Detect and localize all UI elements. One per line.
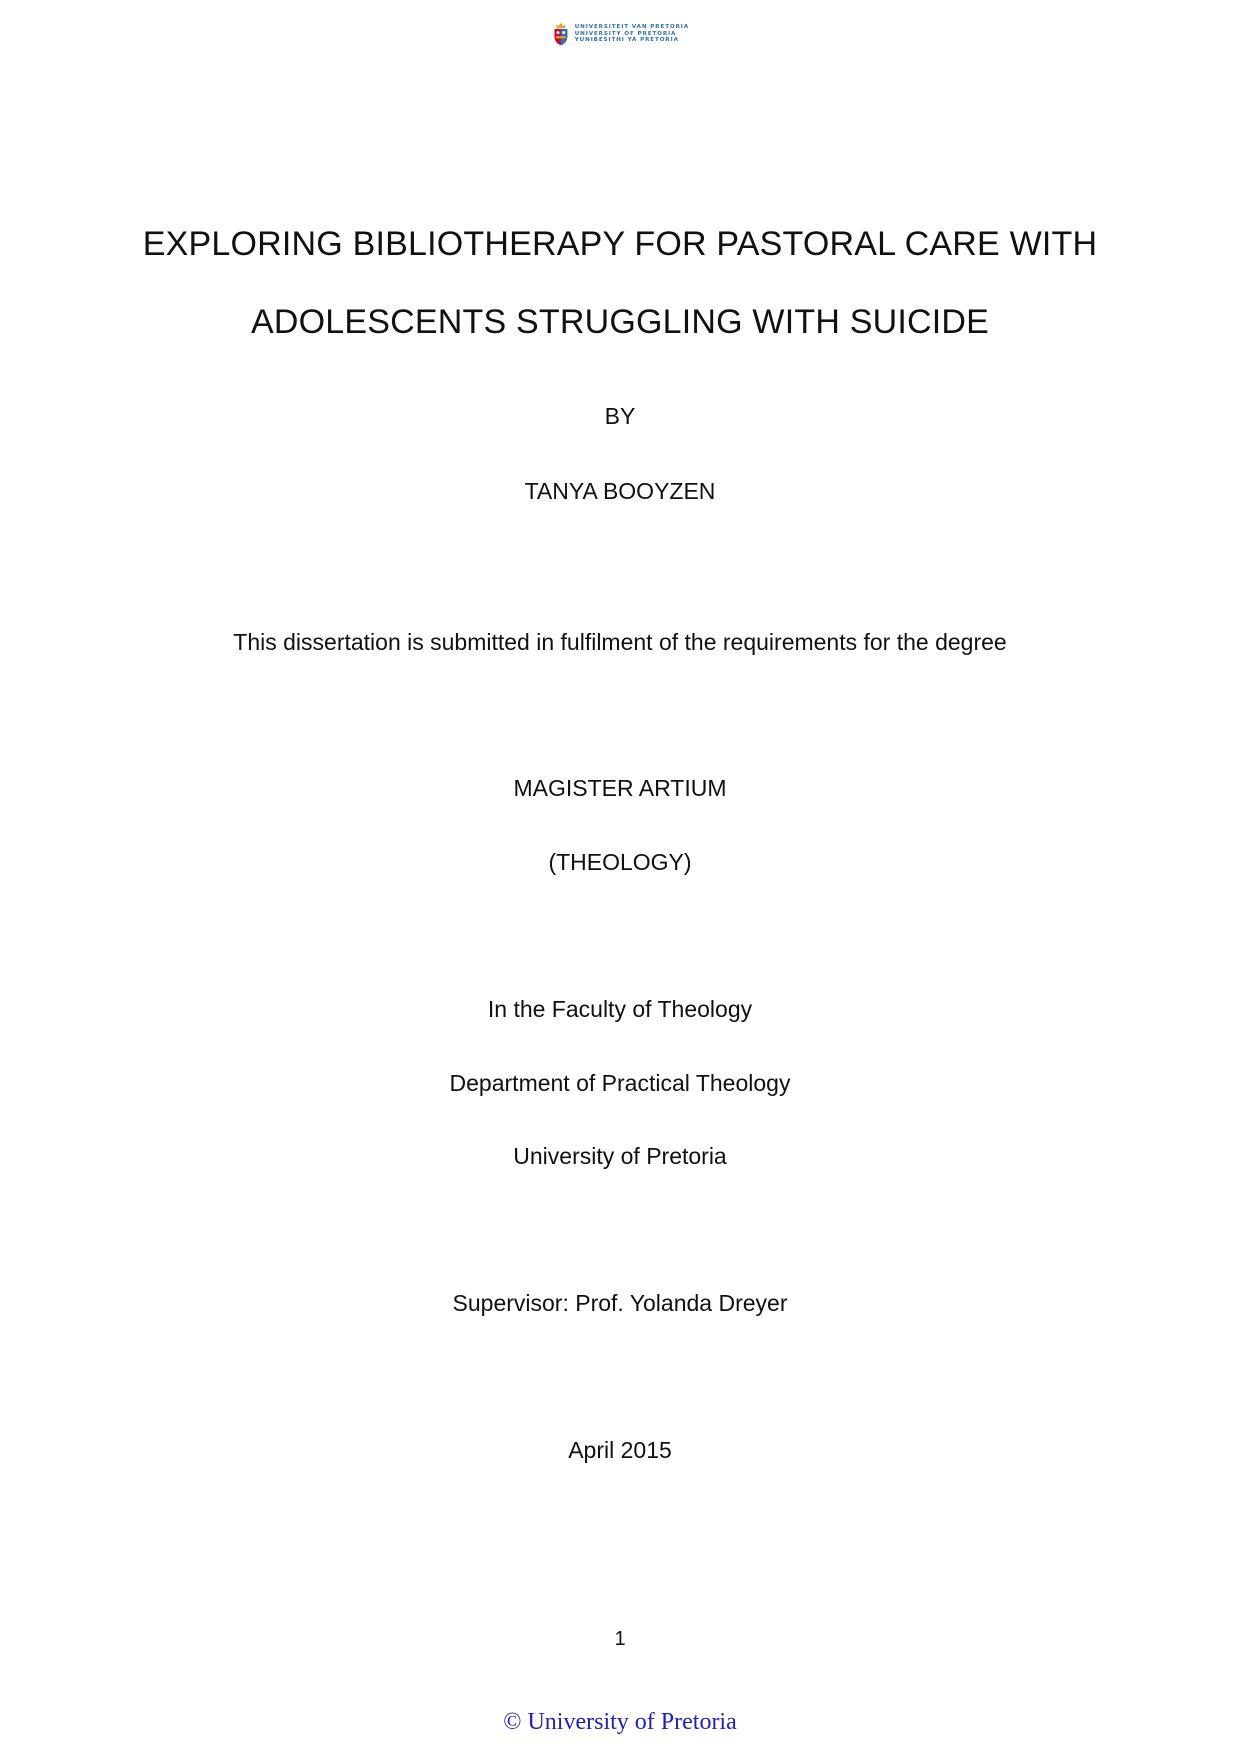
university-crest-icon [553, 17, 569, 51]
page-number: 1 [614, 1628, 626, 1650]
university-logo [553, 15, 689, 53]
submission-statement: This dissertation is submitted in fulfilment of the requirements for the degree [233, 629, 1007, 655]
logo-line-sepedi: YUNIBESITHI YA PRETORIA [574, 37, 679, 44]
department: Department of Practical Theology [449, 1070, 791, 1096]
logo-line-english: UNIVERSITY OF PRETORIA [574, 30, 677, 37]
university: University of Pretoria [513, 1143, 727, 1169]
degree-name: MAGISTER ARTIUM [513, 775, 727, 801]
title-line-2: ADOLESCENTS STRUGGLING WITH SUICIDE [250, 303, 990, 341]
university-name-block [575, 24, 689, 44]
title-line-1: EXPLORING BIBLIOTHERAPY FOR PASTORAL CARE WITH [142, 225, 1098, 263]
copyright-footer: © University of Pretoria [503, 1709, 737, 1735]
faculty: In the Faculty of Theology [487, 996, 753, 1022]
degree-field: (THEOLOGY) [548, 849, 692, 875]
submission-date: April 2015 [568, 1437, 672, 1463]
supervisor: Supervisor: Prof. Yolanda Dreyer [452, 1290, 788, 1316]
logo-line-afrikaans: UNIVERSITEIT VAN PRETORIA [574, 24, 689, 31]
by-label: BY [604, 403, 636, 429]
author-name: TANYA BOOYZEN [524, 478, 716, 504]
